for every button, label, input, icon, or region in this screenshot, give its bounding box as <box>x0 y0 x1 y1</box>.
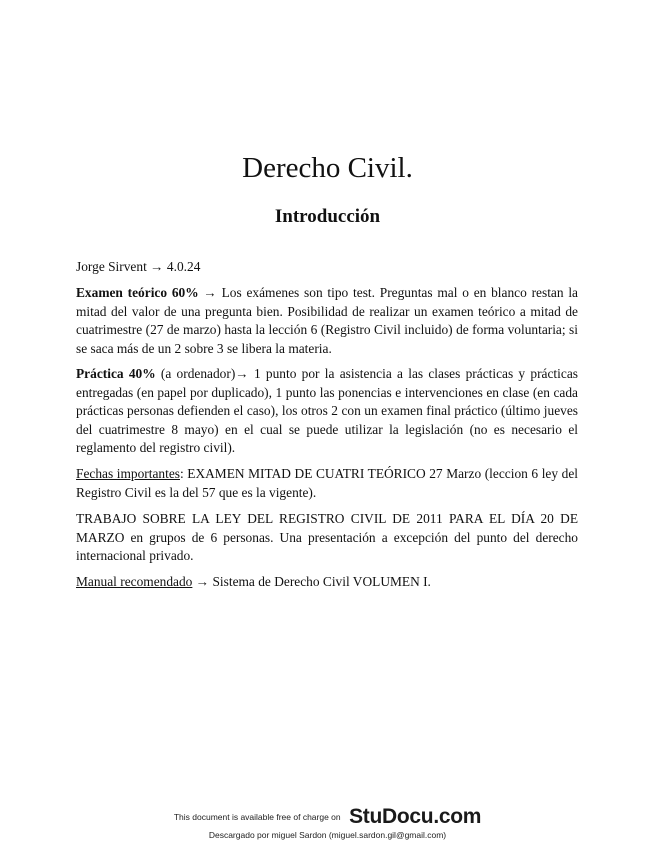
footer-availability <box>0 805 655 829</box>
exam-label: Examen teórico 60% <box>76 285 199 300</box>
practice-text: (a ordenador)→ 1 punto por la asistencia a las clases prácticas y prácticas entregadas (en papel por duplicado), 1 punto las ponencias e intervenciones en clase (en cada prácticas personas defienden el caso), los otros 2 con un examen final práctico (último jueves del cuatrimestre 8 mayo) en el cual se puede utilizar la legislación (no es necesario el reglamento del registro civil). <box>76 366 578 456</box>
author-date: 4.0.24 <box>166 259 201 274</box>
arrow-glyph: → <box>150 259 164 274</box>
availability-text: This document is available free of charge on <box>173 812 341 822</box>
footer-downloaded-by: Descargado por miguel Sardon (miguel.sardon.gil@gmail.com) <box>208 830 447 840</box>
logo-text: StuDocu <box>349 805 434 828</box>
dates-paragraph <box>76 465 578 502</box>
document-subtitle: Introducción <box>274 206 381 227</box>
author-line <box>76 258 578 277</box>
practice-label: Práctica 40% <box>76 366 156 381</box>
manual-text: → Sistema de Derecho Civil VOLUMEN I. <box>192 574 431 589</box>
document-title: Derecho Civil. <box>242 152 413 184</box>
exam-paragraph <box>76 284 578 358</box>
dates-label: Fechas importantes <box>76 466 180 481</box>
logo-suffix: .com <box>433 805 482 828</box>
manual-paragraph <box>76 573 578 592</box>
work-text: TRABAJO SOBRE LA LEY DEL REGISTRO CIVIL DE 2011 PARA EL DÍA 20 DE MARZO en grupos de 6 personas. Una presentación a excepción del punto del derecho internacional privado. <box>76 511 578 564</box>
author-name: Jorge Sirvent <box>76 259 147 274</box>
work-paragraph <box>76 510 578 566</box>
dates-text: : EXAMEN MITAD DE CUATRI TEÓRICO 27 Marzo (leccion 6 ley del Registro Civil es la del 57 que es la vigente). <box>76 466 578 500</box>
exam-text: → Los exámenes son tipo test. Preguntas mal o en blanco restan la mitad del valor de una pregunta bien. Posibilidad de realizar un examen teórico a mitad de cuatrimestre (27 de marzo) hasta la lección 6 (Registro Civil incluido) de forma voluntaria; si se saca más de un 2 sobre 3 se libera la materia. <box>76 285 579 356</box>
manual-label: Manual recomendado <box>76 574 193 589</box>
studocu-logo[interactable] <box>349 805 481 828</box>
practice-paragraph <box>76 365 578 458</box>
